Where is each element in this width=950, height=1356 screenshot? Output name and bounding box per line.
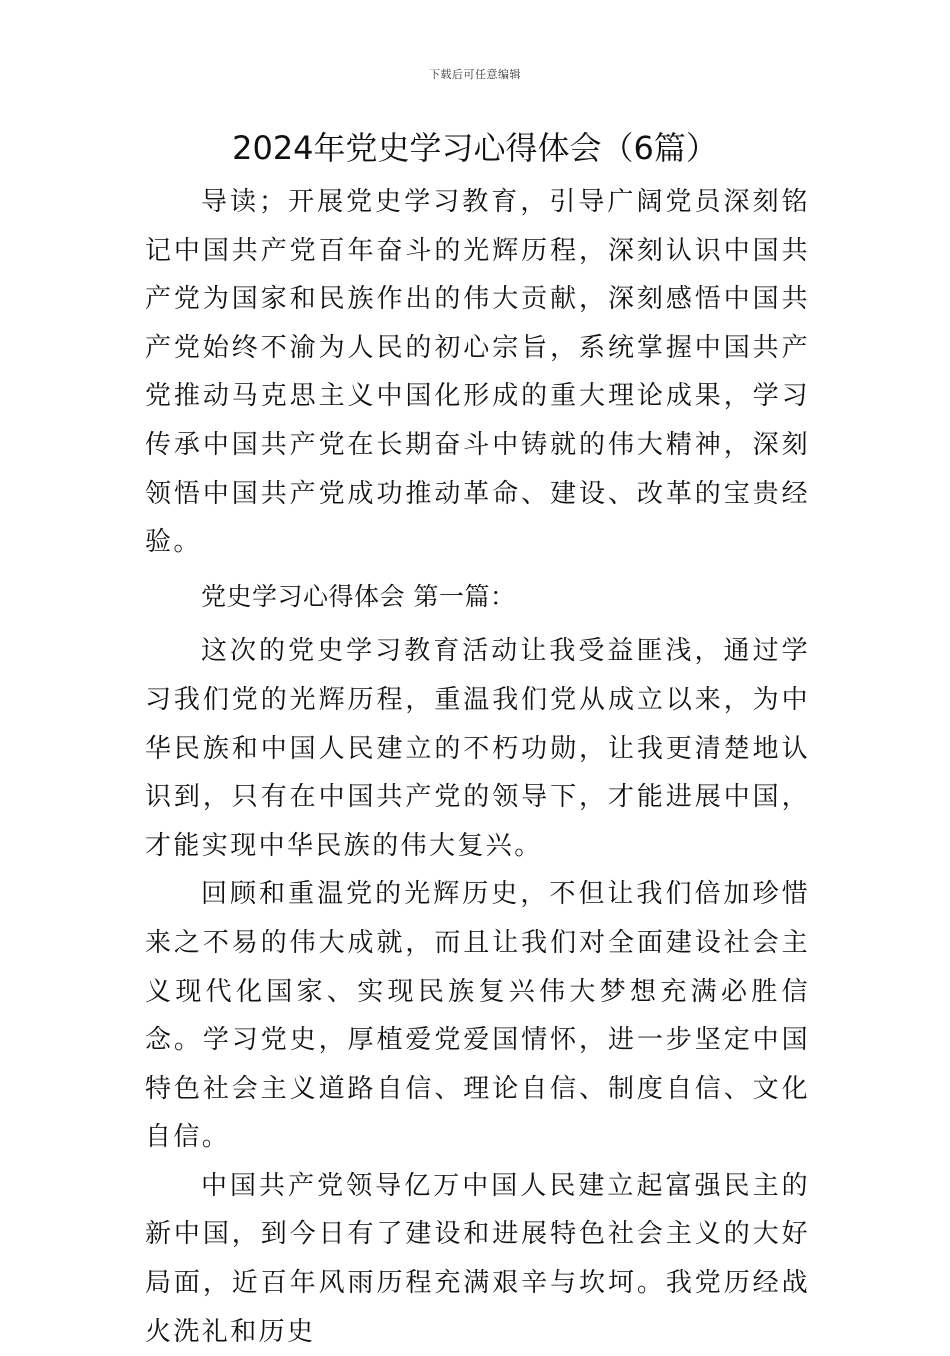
- page-header-note: 下载后可任意编辑: [429, 68, 521, 81]
- document-title: 2024年党史学习心得体会（6篇）: [232, 129, 718, 167]
- body-paragraph-1: 这次的党史学习教育活动让我受益匪浅，通过学习我们党的光辉历程，重温我们党从成立以来，为中华民族和中国人民建立的不朽功勋，让我更清楚地认识到，只有在中国共产党的领导下，才能进展中国，才能实现中华民族的伟大复兴。: [145, 636, 810, 861]
- body-paragraph-2: 回顾和重温党的光辉历史，不但让我们倍加珍惜来之不易的伟大成就，而且让我们对全面建设社会主义现代化国家、实现民族复兴伟大梦想充满必胜信念。学习党史，厚植爱党爱国情怀，进一步坚定中国特色社会主义道路自信、理论自信、制度自信、文化自信。: [145, 879, 810, 1153]
- body-paragraph-3: 中国共产党领导亿万中国人民建立起富强民主的新中国，到今日有了建设和进展特色社会主义的大好局面，近百年风雨历程充满艰辛与坎坷。我党历经战火洗礼和历史: [145, 1170, 810, 1347]
- intro-paragraph: 导读；开展党史学习教育，引导广阔党员深刻铭记中国共产党百年奋斗的光辉历程，深刻认识中国共产党为国家和民族作出的伟大贡献，深刻感悟中国共产党始终不渝为人民的初心宗旨，系统掌握中国共产党推动马克思主义中国化形成的重大理论成果，学习传承中国共产党在长期奋斗中铸就的伟大精神，深刻领悟中国共产党成功推动革命、建设、改革的宝贵经验。: [145, 187, 810, 558]
- section-heading-first: 党史学习心得体会 第一篇：: [201, 581, 516, 611]
- document-body: [145, 178, 810, 1356]
